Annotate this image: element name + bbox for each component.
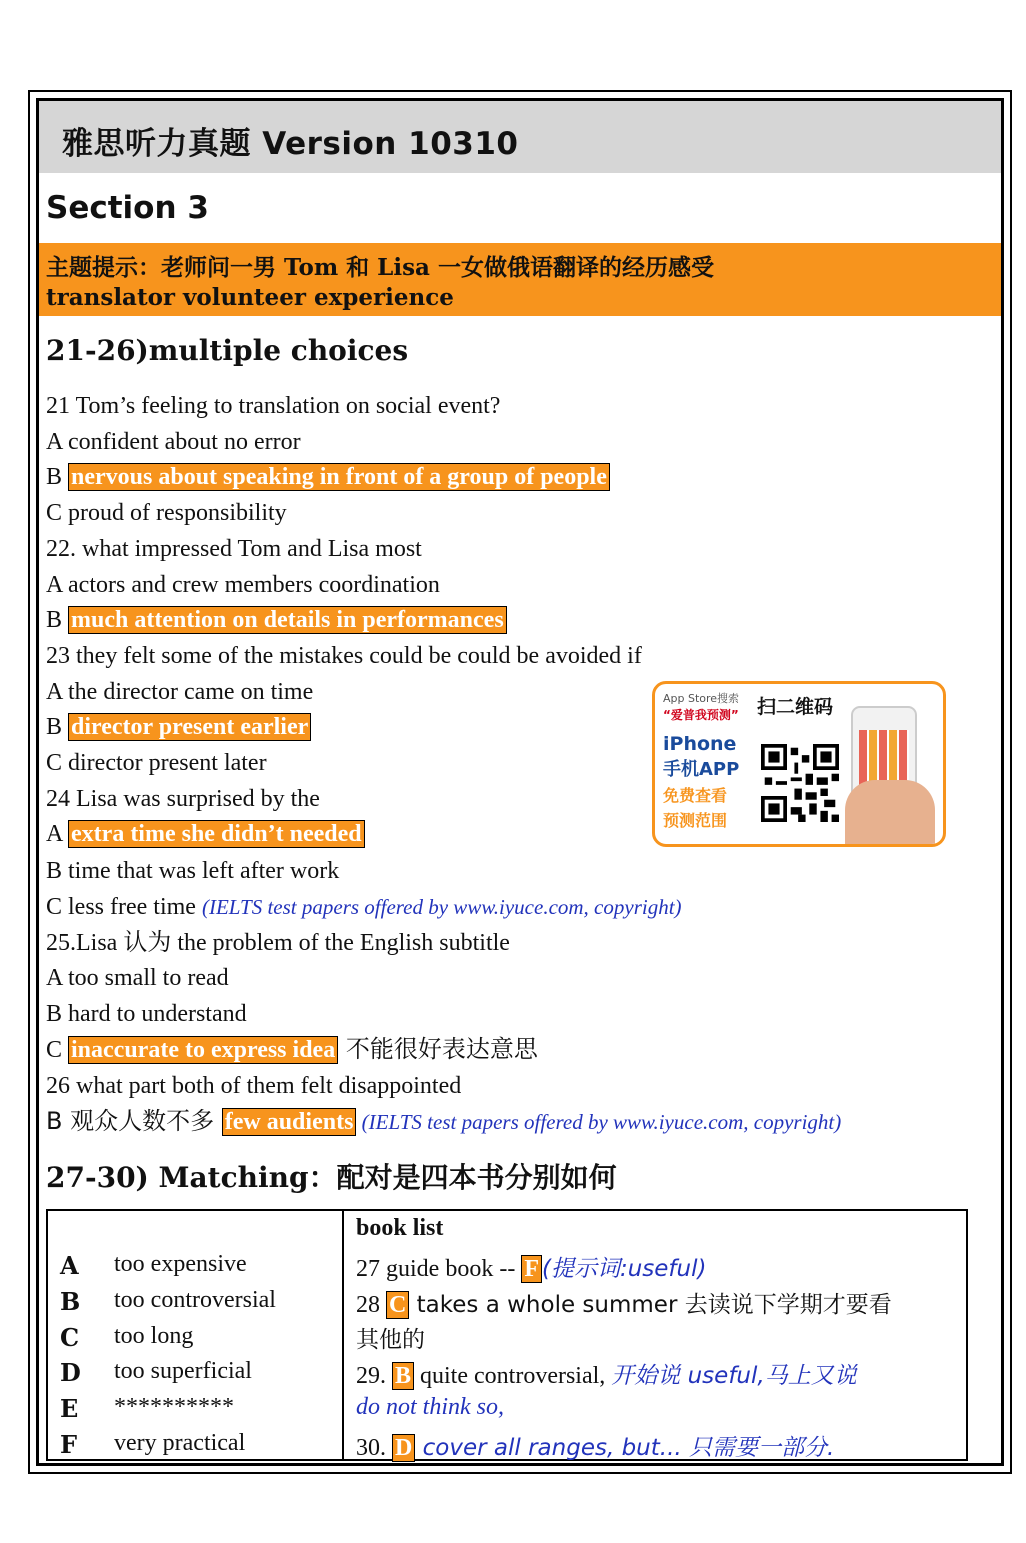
answer-highlight-30: D [392,1434,415,1462]
question-23: 23 they felt some of the mistakes could be could be avoided if [46,643,642,669]
question-22: 22. what impressed Tom and Lisa most [46,536,422,562]
option-prefix: B [46,714,69,740]
hint-note: 开始说 useful,马上又说 [611,1363,857,1389]
option-25b: B hard to understand [46,1001,247,1027]
book-28 [356,1286,892,1319]
option-21a: A confident about no error [46,429,301,455]
option-prefix: B [46,464,69,490]
option-prefix: A [46,821,69,847]
option-prefix: C [46,1037,69,1063]
hint-note: cover all ranges, but... 只需要一部分. [415,1435,835,1461]
match-option-letter: A [60,1251,79,1280]
option-21b [46,462,610,492]
book-prefix: 27 guide book -- [356,1256,522,1282]
book-text: quite controversial, [414,1363,612,1389]
ad-scan-label: 扫二维码 [757,696,834,718]
answer-highlight-27: F [521,1255,542,1283]
topic-line-1: 主题提示：老师问一男 Tom 和 Lisa 一女做俄语翻译的经历感受 [46,254,714,281]
qr-code-icon[interactable] [761,744,839,822]
answer-highlight-28: C [386,1291,409,1319]
match-option-letter: D [60,1358,81,1387]
copyright-note: (IELTS test papers offered by www.iyuce.com, copyright) [356,1110,842,1134]
option-25a: A too small to read [46,965,229,991]
ad-text-block [663,690,759,831]
book-prefix: 29. [356,1363,392,1389]
match-option-letter: C [60,1323,80,1352]
ad-appstore-label: App Store搜索 [663,692,740,705]
question-26: 26 what part both of them felt disappointed [46,1073,462,1099]
match-option-text: very practical [114,1430,246,1456]
book-list-label: book list [356,1215,444,1241]
option-text: C less free time [46,894,202,920]
option-24a [46,819,365,849]
book-prefix: 30. [356,1435,392,1461]
answer-highlight-21: nervous about speaking in front of a group of people [68,463,610,491]
question-24: 24 Lisa was surprised by the [46,786,320,812]
app-ad-banner[interactable] [652,681,946,847]
book-29-continued: do not think so, [356,1394,504,1420]
section-title: Section 3 [46,190,209,226]
ad-free-line-1: 免费查看 [663,786,728,805]
option-24c [46,892,682,922]
matching-table-divider [342,1209,344,1461]
match-option-letter: B [60,1287,81,1316]
option-21c: C proud of responsibility [46,500,287,526]
option-24b: B time that was left after work [46,858,340,884]
topic-line-2: translator volunteer experience [46,284,454,311]
match-option-text: ********** [114,1394,234,1420]
book-30 [356,1429,834,1462]
multiple-choice-heading: 21-26)multiple choices [46,334,409,367]
page-title: 雅思听力真题 Version 10310 [62,126,519,162]
answer-highlight-25: inaccurate to express idea [68,1036,338,1064]
match-option-letter: F [60,1430,78,1459]
option-prefix: B 观众人数不多 [46,1107,222,1135]
answer-highlight-29: B [392,1362,414,1390]
match-option-text: too controversial [114,1287,276,1313]
matching-heading: 27-30) Matching：配对是四本书分别如何 [46,1161,617,1194]
ad-iphone-label: iPhone [663,733,737,755]
match-option-text: too superficial [114,1358,252,1384]
ad-app-label: 手机APP [663,759,740,780]
option-25c [46,1034,538,1065]
match-option-text: too expensive [114,1251,247,1277]
answer-note-cn: 不能很好表达意思 [338,1035,538,1063]
answer-highlight-24: extra time she didn’t needed [68,820,365,848]
book-27 [356,1250,706,1283]
book-29 [356,1357,857,1390]
answer-highlight-23: director present earlier [68,713,311,741]
match-option-text: too long [114,1323,194,1349]
option-23a: A the director came on time [46,679,314,705]
option-prefix: B [46,607,69,633]
hint-note: (提示词:useful) [541,1256,707,1282]
book-28-continued: 其他的 [356,1327,425,1352]
ad-free-line-2: 预测范围 [663,811,728,830]
option-23c: C director present later [46,750,267,776]
answer-highlight-26: few audients [222,1108,357,1136]
option-22a: A actors and crew members coordination [46,572,440,598]
hand-image [845,780,935,847]
copyright-note: (IELTS test papers offered by www.iyuce.com, copyright) [201,895,682,919]
answer-highlight-22: much attention on details in performances [68,606,507,634]
book-prefix: 28 [356,1292,386,1318]
question-21: 21 Tom’s feeling to translation on social event? [46,393,501,419]
ad-search-term: “爱普我预测” [663,708,739,722]
book-text: takes a whole summer 去读说下学期才要看 [409,1292,892,1318]
match-option-letter: E [60,1394,79,1423]
question-25: 25.Lisa 认为 the problem of the English subtitle [46,930,510,956]
option-26b [46,1106,841,1137]
option-22b [46,605,507,635]
option-23b [46,712,311,742]
